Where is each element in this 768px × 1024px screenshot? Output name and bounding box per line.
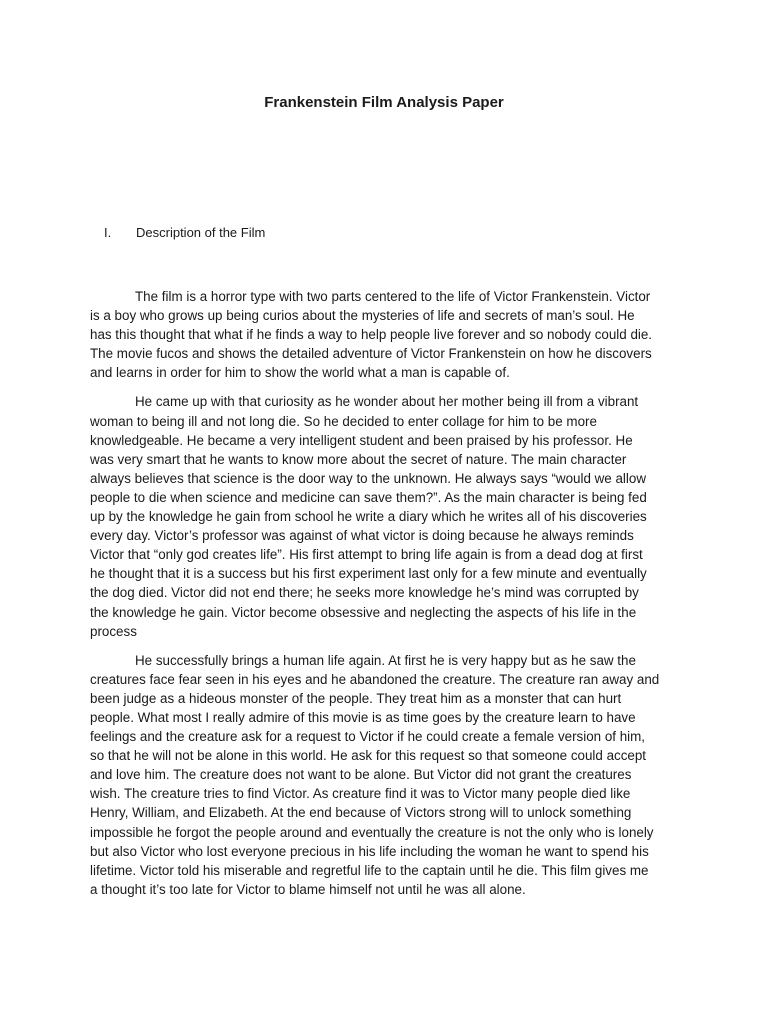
paragraph-line: was very smart that he wants to know more about the secret of nature. The main character — [90, 451, 627, 467]
paragraph-line: The film is a horror type with two parts centered to the life of Victor Frankenstein. Victor — [135, 289, 651, 304]
paragraph-line: feelings and the creature ask for a request to Victor if he could create a female version of him, — [90, 729, 646, 745]
paragraph-line: people. What most I really admire of this movie is as time goes by the creature learn to have — [90, 709, 636, 725]
paragraph-line: creatures face fear seen in his eyes and he abandoned the creature. The creature ran away and — [90, 671, 660, 687]
paragraph-line: process — [90, 623, 137, 639]
paragraph-line: every day. Victor’s professor was against of what victor is doing because he always reminds — [90, 528, 634, 544]
paragraph-line: Henry, William, and Elizabeth. At the end because of Victors strong will to unlock something — [90, 805, 632, 821]
paragraph-line: always believes that science is the door way to the unknown. He always says “would we allow — [90, 470, 646, 486]
paragraph-line: The movie fucos and shows the detailed adventure of Victor Frankenstein on how he discovers — [90, 346, 652, 362]
section-heading — [104, 224, 265, 242]
paragraph-line: he thought that it is a success but his first experiment last only for a few minute and eventually — [90, 566, 647, 582]
paragraph-line: lifetime. Victor told his miserable and regretful life to the captain until he die. This film gives me — [90, 862, 649, 878]
paragraph-line: and learns in order for him to show the world what a man is capable of. — [90, 365, 510, 381]
paragraph-line: woman to being ill and not long die. So he decided to enter collage for him to be more — [90, 413, 597, 429]
paragraph — [90, 651, 680, 899]
document-body — [90, 287, 680, 909]
paragraph-line: the knowledge he gain. Victor become obsessive and neglecting the aspects of his life in the — [90, 604, 637, 620]
paragraph-line: but also Victor who lost everyone precious in his life including the woman he want to spend his — [90, 843, 649, 859]
paragraph-line: wish. The creature tries to find Victor. As creature find it was to Victor many people died like — [90, 786, 631, 802]
paragraph-line: knowledgeable. He became a very intelligent student and been praised by his professor. He — [90, 432, 633, 448]
paragraph-line: impossible he forgot the people around and eventually the creature is not the only who is lonely — [90, 824, 654, 840]
paragraph-line: is a boy who grows up being curios about the mysteries of life and secrets of man’s soul. He — [90, 308, 635, 324]
paragraph-line: He successfully brings a human life again. At first he is very happy but as he saw the — [135, 652, 636, 668]
page-title: Frankenstein Film Analysis Paper — [264, 94, 504, 111]
section-heading-text: Description of the Film — [136, 225, 266, 240]
paragraph-line: and love him. The creature does not want to be alone. But Victor did not grant the creatures — [90, 767, 632, 783]
paragraph-line: He came up with that curiosity as he wonder about her mother being ill from a vibrant — [135, 394, 639, 410]
paragraph-line: people to die when science and medicine can save them?”. As the main character is being fed — [90, 489, 647, 505]
paragraph-line: so that he will not be alone in this world. He ask for this request so that someone could accept — [90, 748, 647, 764]
paragraph-line: Victor that “only god creates life”. His first attempt to bring life again is from a dead dog at first — [90, 547, 643, 563]
section-numeral: I. — [104, 225, 112, 240]
paragraph-line: been judge as a hideous monster of the people. They treat him as a monster that can hurt — [90, 690, 622, 706]
paragraph — [90, 287, 680, 382]
paragraph-line: a thought it’s too late for Victor to blame himself not until he was all alone. — [90, 881, 526, 897]
paragraph — [90, 392, 680, 640]
paragraph-line: up by the knowledge he gain from school he write a diary which he writes all of his discoveries — [90, 509, 647, 525]
paragraph-line: the dog died. Victor did not end there; he seeks more knowledge he’s mind was corrupted by — [90, 585, 639, 601]
paragraph-line: has this thought that what if he finds a way to help people live forever and so nobody could die. — [90, 327, 653, 343]
